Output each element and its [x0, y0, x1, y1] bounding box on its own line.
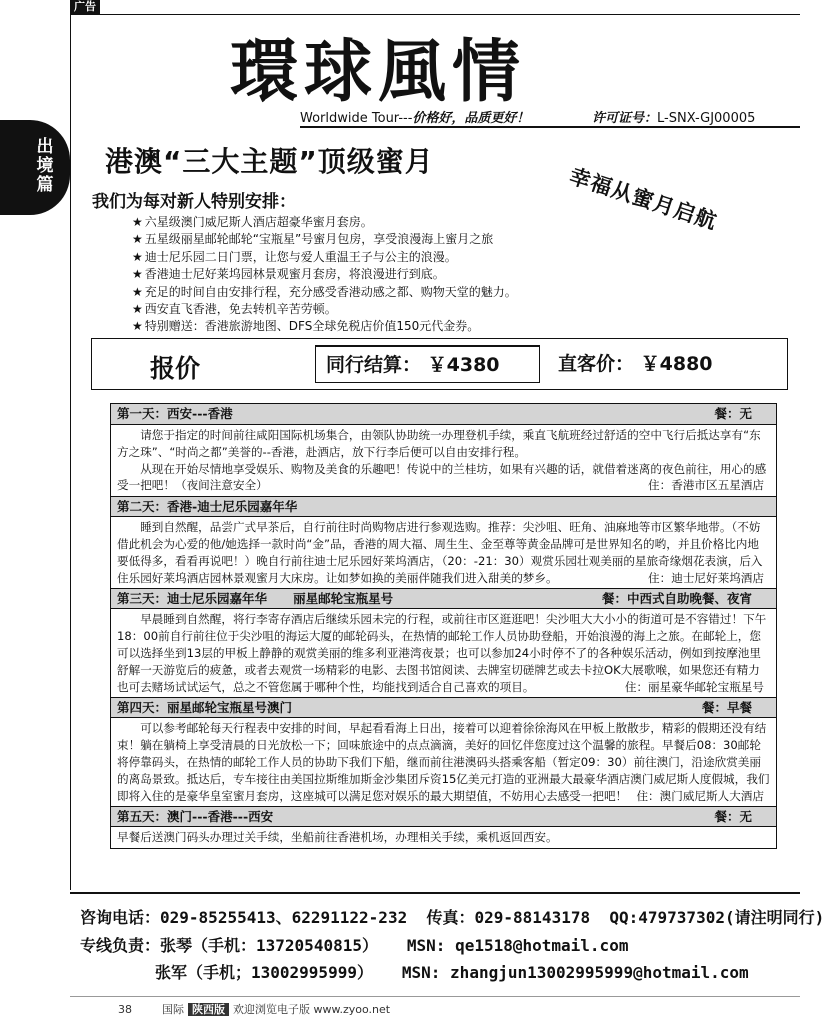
day-header [111, 404, 776, 425]
day-header [111, 588, 776, 609]
direct-price: 直客价： ￥4880 [558, 353, 713, 375]
day-meal: 餐：中西式自助晚餐、夜宵 [601, 591, 752, 607]
day-accommodation: 住：丽星豪华邮轮宝瓶星号 [624, 679, 764, 694]
feature-item: ★ 充足的时间自由安排行程，充分感受香港动感之都、购物天堂的魅力。 [132, 284, 517, 301]
promo-slogan: 幸福从蜜月启航 [566, 163, 721, 235]
feature-item: ★ 西安直飞香港，免去转机辛苦劳顿。 [132, 301, 517, 318]
section-tab-label: 出境篇 [36, 137, 54, 195]
feature-list [132, 214, 517, 336]
day-title: 第五天：澳门---香港---西安 [117, 809, 274, 825]
left-divider [70, 14, 71, 890]
tagline: Worldwide Tour---价格好，品质更好！ [300, 111, 530, 126]
day-meal: 餐：无 [714, 809, 752, 825]
ad-label: 广告 [70, 0, 100, 14]
day-description [111, 517, 776, 588]
day-accommodation: 住：迪士尼好莱坞酒店 [648, 570, 764, 585]
day-title: 第一天：西安---香港 [117, 406, 233, 421]
day-paragraph: 可以参考邮轮每天行程表中安排的时间，早起看看海上日出，接着可以迎着徐徐海风在甲板上散散步，精彩的假期还没有结束！躺在躺椅上享受清晨的日光放松一下；回味旅途中的点点滴滴，美好的回忆伴您度过这个温馨的旅程。早餐后08：30邮轮将停靠码头，在热情的邮轮工作人员的协助下我们下船，继而前往港澳码头搭乘客船（暂定09：30）前往澳门，沿途欣赏美丽的离岛景致。抵达后，专车接往由美国拉斯维加斯金沙集团斥资15亿美元打造的亚洲最大最豪华酒店澳门威尼斯人度假城，我们即将入住的是豪华皇室蜜月套房，这座城可以满足您对娱乐的最大期望值，不妨用心去感受一把吧！ [117, 721, 770, 803]
contact-divider [70, 892, 800, 894]
day-description [111, 827, 776, 848]
top-divider [70, 14, 800, 15]
feature-item: ★ 迪士尼乐园二日门票，让您与爱人重温王子与公主的浪漫。 [132, 249, 517, 266]
day-title: 第二天：香港-迪士尼乐园嘉年华 [117, 499, 298, 515]
page-number: 38 [118, 1003, 132, 1016]
price-box [91, 338, 788, 390]
quote-label: 报价 [150, 354, 201, 383]
day-title: 第四天：丽星邮轮宝瓶星号澳门 [117, 700, 293, 716]
edition-badge: 陕西版 [188, 1003, 229, 1016]
footer-section: 国际 [162, 1003, 184, 1016]
promo-sub-headline: 我们为每对新人特别安排： [92, 192, 296, 212]
feature-item: ★ 香港迪士尼好莱坞园林景观蜜月套房，将浪漫进行到底。 [132, 266, 517, 283]
day-paragraph: 早餐后送澳门码头办理过关手续，坐船前往香港机场，办理相关手续，乘机返回西安。 [117, 830, 558, 845]
msn-2[interactable]: zhangjun13002995999@hotmail.com [450, 963, 749, 982]
day-meal: 餐：无 [714, 406, 752, 421]
day-accommodation: 住：澳门威尼斯人大酒店 [636, 788, 764, 803]
day-accommodation: 住：香港市区五星酒店 [648, 478, 764, 493]
day-meal: 餐：早餐 [701, 700, 752, 716]
fax-number[interactable]: 029-88143178 [474, 908, 591, 927]
day-title: 第三天：迪士尼乐园嘉年华 丽星邮轮宝瓶星号 [117, 591, 394, 607]
trade-price: 同行结算： ￥4380 [315, 345, 540, 383]
footer-url[interactable]: www.zyoo.net [313, 1003, 391, 1016]
contact-manager-line-1: 专线负责：张琴（手机：13720540815） MSN: qe1518@hotmail.com [80, 936, 629, 955]
day-paragraph: 从现在开始尽情地享受娱乐、购物及美食的乐趣吧！传说中的兰桂坊，如果有兴趣的话，就借着迷离的夜色前往，用心的感受一把吧！（夜间注意安全） [117, 461, 767, 493]
itinerary-table [110, 403, 777, 849]
manager-2: 张军（手机；13002995999） [155, 963, 373, 982]
brand-logo-title: 環球風情 [230, 32, 527, 112]
footer [118, 1001, 390, 1017]
day-description [111, 609, 776, 697]
feature-item: ★ 特别赠送：香港旅游地图、DFS全球免税店价值150元代金券。 [132, 318, 517, 335]
qq-number[interactable]: 479737302(请注明同行) [638, 908, 824, 927]
day-description [111, 718, 776, 806]
promo-headline: 港澳“三大主题”顶级蜜月 [105, 145, 434, 178]
license-number: 许可证号：L-SNX-GJ00005 [592, 111, 756, 126]
day-paragraph: 请您于指定的时间前往咸阳国际机场集合，由领队协助统一办理登机手续，乘直飞航班经过舒适的空中飞行后抵达享有“东方之珠”、“时尚之都”美誉的--香港，赴酒店，放下行李后便可以自由安排行程。 [117, 428, 761, 459]
manager-1: 张琴（手机：13720540815） [160, 936, 378, 955]
footer-divider [70, 996, 800, 997]
contact-phone-line: 咨询电话：029-85255413、62291122-232 传真：029-88143178 QQ:479737302(请注明同行) [80, 908, 824, 927]
brand-divider [300, 126, 800, 128]
msn-1[interactable]: qe1518@hotmail.com [455, 936, 629, 955]
footer-slogan: 欢迎浏览电子版 [233, 1003, 310, 1016]
day-header [111, 496, 776, 517]
feature-item: ★ 五星级丽星邮轮邮轮“宝瓶星”号蜜月包房，享受浪漫海上蜜月之旅 [132, 231, 517, 248]
contact-manager-line-2: 张军（手机；13002995999） MSN: zhangjun13002995999@hotmail.com [155, 963, 749, 982]
day-header [111, 806, 776, 827]
day-header [111, 697, 776, 718]
day-description [111, 425, 776, 496]
day-ship: 丽星邮轮宝瓶星号 [293, 591, 394, 607]
day-paragraph: 睡到自然醒，品尝广式早茶后，自行前往时尚购物店进行参观选购。推荐：尖沙咀、旺角、油麻地等市区繁华地带。（不妨借此机会为心爱的他/她选择一款时尚“金”品，香港的周大福、周生生、金至尊等黄金品牌可是世界知名的哟，并且价格比内地要低得多，看看再说吧！）晚自行前往迪士尼乐园好莱坞酒店，（20：-21：30）观赏乐园壮观美丽的星旅奇缘烟花表演，后入住乐园好莱坞酒店园林景观蜜月大床房。让如梦如换的美丽伴随我们进入甜美的梦乡。 [117, 520, 763, 585]
feature-item: ★ 六星级澳门威尼斯人酒店超豪华蜜月套房。 [132, 214, 517, 231]
phone-numbers[interactable]: 029-85255413、62291122-232 [160, 908, 408, 927]
day-paragraph: 早晨睡到自然醒，将行李寄存酒店后继续乐园未完的行程，或前往市区逛逛吧！尖沙咀大大小小的街道可是不容错过！下午18：00前自行前往位于尖沙咀的海运大厦的邮轮码头，在热情的邮轮工作人员协助登船，开始浪漫的海上之旅。在邮轮上，您可以选择坐到13层的甲板上静静的观赏美丽的维多利亚港湾夜景；也可以参加24小时停不了的各种娱乐活动，例如到按摩池里舒解一天游览后的疲惫，或者去观赏一场精彩的电影、去图书馆阅读、去牌室切磋牌艺或去卡拉OK大展歌喉，如果您还有精力也可去赌场试试运气，总之不管您属于哪种个性，均能找到适合自己喜欢的项目。 [117, 612, 767, 694]
